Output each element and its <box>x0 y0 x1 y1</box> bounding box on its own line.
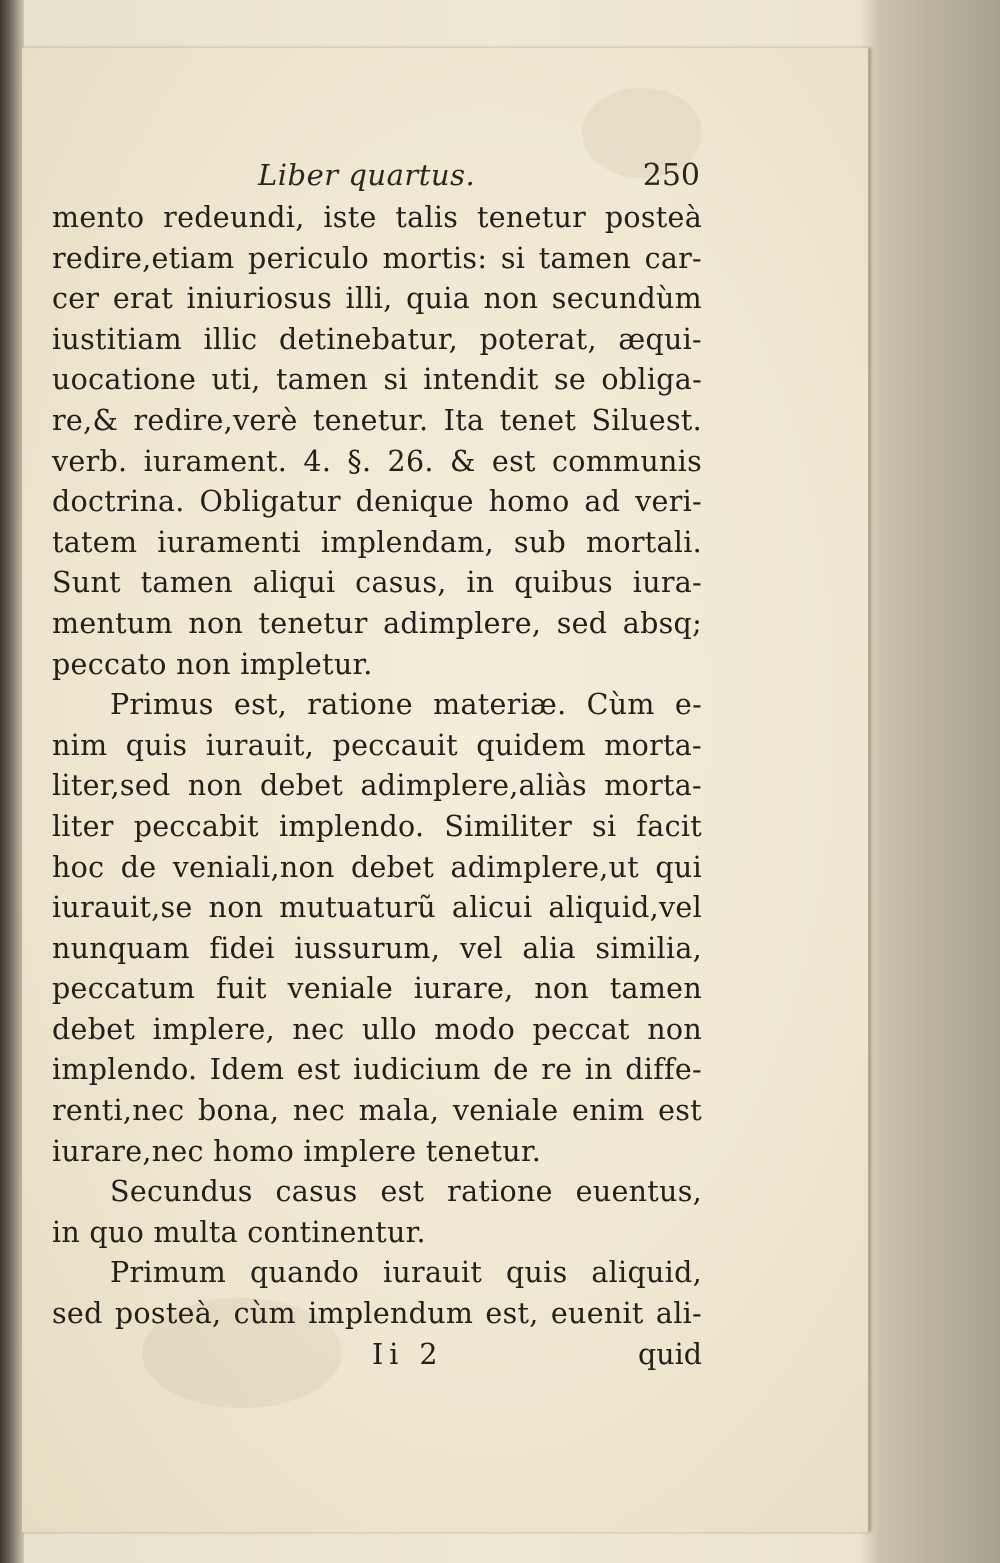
text-line: mentum non tenetur adimplere, sed absq; <box>52 606 702 640</box>
text-line: liter peccabit implendo. Similiter si facit <box>52 809 702 843</box>
text-line: iustitiam illic detinebatur, poterat, æqui- <box>52 322 702 356</box>
signature-mark: Ii 2 <box>372 1338 444 1371</box>
body-text <box>52 198 702 1335</box>
text-line: liter,sed non debet adimplere,aliàs morta- <box>52 769 702 803</box>
text-line: renti,nec bona, nec mala, veniale enim est <box>52 1094 702 1128</box>
text-line: cer erat iniuriosus illi, quia non secundùm <box>52 282 702 316</box>
running-head <box>240 152 700 202</box>
text-line: nim quis iurauit, peccauit quidem morta- <box>52 728 702 762</box>
text-line: re,& redire,verè tenetur. Ita tenet Siluest. <box>52 403 702 437</box>
running-head-title: Liber quartus. <box>258 158 476 192</box>
text-line: sed posteà, cùm implendum est, euenit ali- <box>52 1297 702 1331</box>
text-line: tatem iuramenti implendam, sub mortali. <box>52 525 702 559</box>
previous-page-edge <box>0 0 24 1563</box>
text-line: nunquam fidei iussurum, vel alia similia, <box>52 931 702 965</box>
text-line: peccato non impletur. <box>52 647 373 681</box>
text-line: uocatione uti, tamen si intendit se obliga- <box>52 363 702 397</box>
text-line: doctrina. Obligatur denique homo ad veri- <box>52 485 702 519</box>
text-line: hoc de veniali,non debet adimplere,ut qui <box>52 850 702 884</box>
text-line: redire,etiam periculo mortis: si tamen car- <box>52 241 702 275</box>
text-line: Sunt tamen aliqui casus, in quibus iura- <box>52 566 702 600</box>
text-line: implendo. Idem est iudicium de re in diffe- <box>52 1053 702 1087</box>
text-line: in quo multa continentur. <box>52 1215 426 1249</box>
text-line: Secundus casus est ratione euentus, <box>110 1175 702 1209</box>
page-number: 250 <box>642 158 700 193</box>
text-line: mento redeundi, iste talis tenetur posteà <box>52 201 702 234</box>
page-footer <box>52 1336 702 1380</box>
text-line: iurauit,se non mutuaturũ alicui aliquid,vel <box>52 891 702 925</box>
catchword: quid <box>638 1338 702 1371</box>
text-line: Primum quando iurauit quis aliquid, <box>110 1256 702 1290</box>
text-line: iurare,nec homo implere tenetur. <box>52 1134 542 1168</box>
text-line: verb. iurament. 4. §. 26. & est communis <box>52 444 702 478</box>
text-line: debet implere, nec ullo modo peccat non <box>52 1012 702 1046</box>
text-line: peccatum fuit veniale iurare, non tamen <box>52 972 702 1006</box>
text-line: Primus est, ratione materiæ. Cùm e- <box>110 688 702 722</box>
